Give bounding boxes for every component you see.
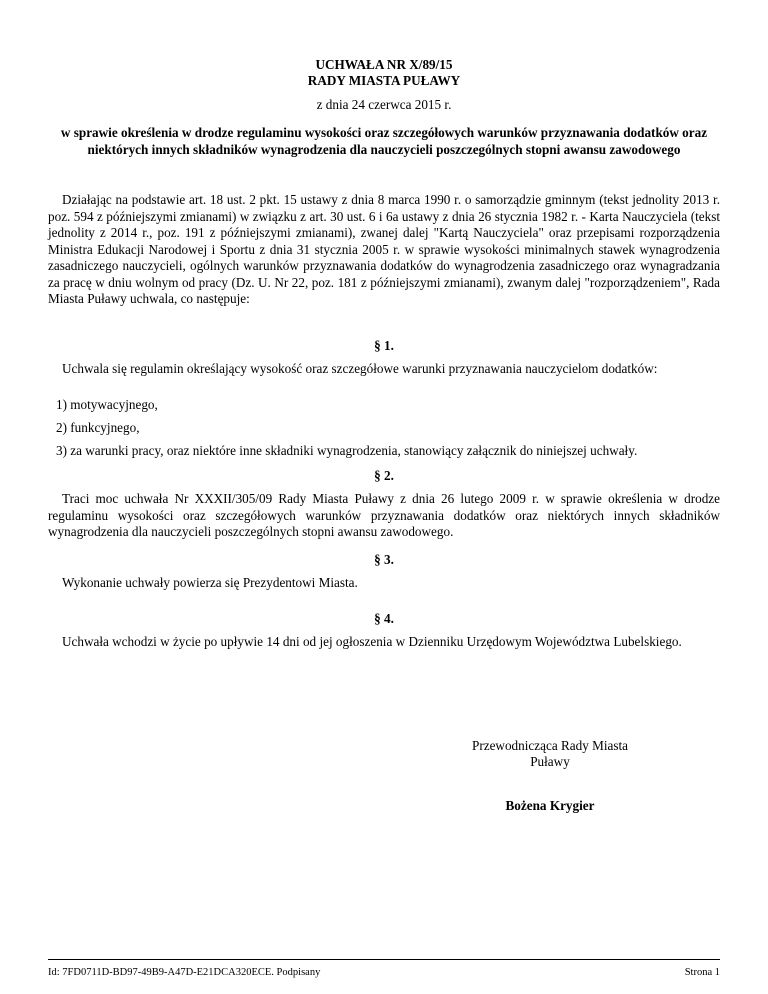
footer-divider: [48, 959, 720, 960]
section-3-heading: § 3.: [374, 552, 394, 567]
title-line-2: RADY MIASTA PUŁAWY: [307, 73, 461, 88]
document-title: [0, 57, 768, 89]
signature-role-line-2: Puławy: [530, 754, 570, 769]
document-date: z dnia 24 czerwca 2015 r.: [316, 97, 452, 112]
list-item: 2) funkcyjnego,: [56, 420, 140, 435]
title-line-1: UCHWAŁA NR X/89/15: [315, 57, 453, 72]
section-3-text: Wykonanie uchwały powierza się Prezydentowi Miasta.: [62, 575, 358, 590]
section-1-text: Uchwala się regulamin określający wysokość oraz szczegółowe warunki przyznawania nauczycielom dodatków:: [62, 361, 658, 376]
list-item: 1) motywacyjnego,: [56, 397, 158, 412]
list-item: 3) za warunki pracy, oraz niektóre inne składniki wynagrodzenia, stanowiący załącznik do niniejszej uchwały.: [56, 443, 638, 458]
section-2-heading: § 2.: [374, 468, 394, 483]
section-4-heading: § 4.: [374, 611, 394, 626]
footer-page-number: Strona 1: [684, 967, 720, 978]
signature-role-line-1: Przewodnicząca Rady Miasta: [472, 738, 628, 753]
document-subject: w sprawie określenia w drodze regulaminu wysokości oraz szczegółowych warunków przyznawania dodatków oraz niektórych innych składników wynagrodzenia dla nauczycieli poszczególnych stopni awansu zawodowego: [60, 125, 708, 157]
signatory-name: Bożena Krygier: [505, 798, 595, 813]
section-4-text: Uchwała wchodzi w życie po upływie 14 dni od jej ogłoszenia w Dzienniku Urzędowym Województwa Lubelskiego.: [62, 634, 682, 649]
section-2-text: Traci moc uchwała Nr XXXII/305/09 Rady Miasta Puławy z dnia 26 lutego 2009 r. w sprawie określenia w drodze regulaminu wysokości oraz szczegółowych warunków przyznawania dodatków oraz niektórych innych składników wynagrodzenia dla nauczycieli poszczególnych stopni awansu zawodowego.: [48, 491, 720, 539]
footer-document-id: Id: 7FD0711D-BD97-49B9-A47D-E21DCA320ECE. Podpisany: [48, 967, 321, 978]
preamble-paragraph: Działając na podstawie art. 18 ust. 2 pkt. 15 ustawy z dnia 8 marca 1990 r. o samorządzie gminnym (tekst jednolity 2013 r. poz. 594 z późniejszymi zmianami) w związku z art. 30 ust. 6 i 6a ustawy z dnia 26 stycznia 1982 r. - Karta Nauczyciela (tekst jednolity z 2014 r., poz. 191 z późniejszymi zmianami), zwanej dalej "Kartą Nauczyciela" oraz przepisami rozporządzenia Ministra Edukacji Narodowej i Sportu z dnia 31 stycznia 2005 r. w sprawie wysokości minimalnych stawek wynagrodzenia zasadniczego nauczycieli, ogólnych warunków przyznawania dodatków do wynagrodzenia zasadniczego oraz wynagradzania za pracę w dniu wolnym od pracy (Dz. U. Nr 22, poz. 181 z późniejszymi zmianami), zwanym dalej "rozporządzeniem", Rada Miasta Puławy uchwala, co następuje:: [48, 192, 720, 306]
section-1-heading: § 1.: [374, 338, 394, 353]
